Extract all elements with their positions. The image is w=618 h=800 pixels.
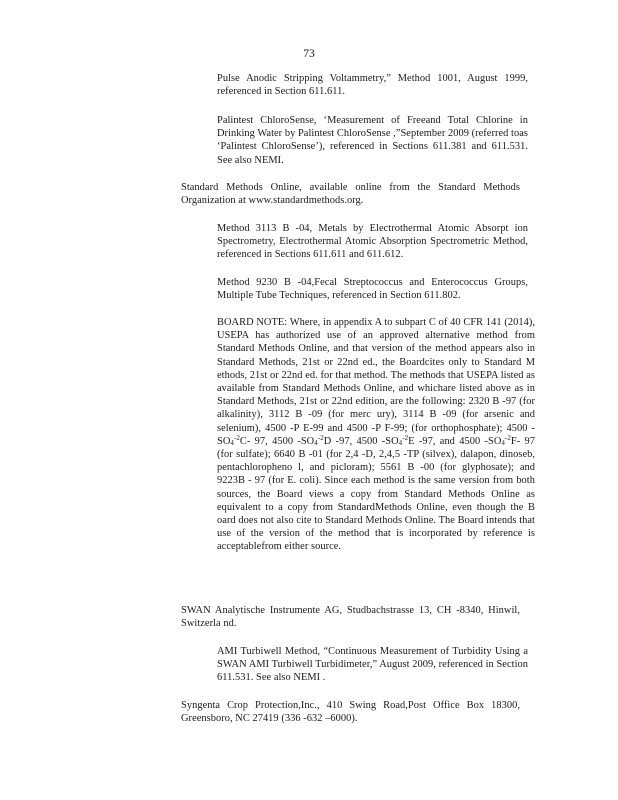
board-note-segment: D -97, 4500 -SO [323,435,399,447]
entry-text: Method 9230 B -04,Fecal Streptococcus and Enterococcus Groups, Multiple Tube Techniques, referenced in Section 611.802. [217,277,528,302]
entry-text: Palintest ChloroSense, ‘Measurement of Freeand Total Chlorine in Drinking Water by Palintest ChloroSense ,”September 2009 (referred toas ‘Palintest ChloroSense’), referenced in Sections 611.381 and 611.531. See also NEMI. [217,115,528,166]
superscript: -2 [317,433,324,442]
subscript: 4 [398,438,403,447]
subscript: 4 [230,438,234,447]
superscript: -2 [402,433,409,442]
reference-entry-palintest [217,114,528,167]
entry-text: Standard Methods Online, available online from the Standard Methods Organization at www.standardmethods.org. [181,182,520,207]
board-note-segment: C- 97, 4500 -SO [239,435,315,447]
board-note-segment: BOARD NOTE: Where, in appendix A to subpart C of 40 CFR 141 (2014), USEPA has authorized use of an approved alternative method from Standard Methods Online, and that version of the method appears also in Standard Methods, 21st or 22nd ed., the Boardcites only to Standard M ethods, 21st or 22nd ed. for that method. The methods that USEPA listed as available from Standard Methods Online, and whichare listed above as in Standard Methods, 21st or 22nd edition, are the following: 2320 B -97 (for alkalinity), 3112 B -09 (for merc ury), 3114 B -09 (for arsenic and selenium), 4500 -P E-99 and 4500 -P F-99; (for orthophosphate); 4500 -SO [217,317,535,447]
entry-text: AMI Turbiwell Method, “Continuous Measurement of Turbidity Using a SWAN AMI Turbiwell Turbidimeter,” August 2009, referenced in Section 611.531. See also NEMI . [217,646,528,684]
superscript: -2 [233,433,240,442]
entry-text: Syngenta Crop Protection,Inc., 410 Swing Road,Post Office Box 18300, Greensboro, NC 27419 (336 -632 –6000). [181,700,520,725]
board-note-text [217,316,535,554]
reference-entry-pulse-anodic [217,72,528,98]
reference-entry-method-3113 [217,222,528,262]
reference-entry-standard-methods-online [181,181,520,207]
reference-entry-method-9230 [217,276,528,302]
board-note-segment: E -97, and 4500 -SO [408,435,502,447]
page-number: 73 [303,48,315,60]
subscript: 4 [314,438,318,447]
entry-text: Pulse Anodic Stripping Voltammetry,” Method 1001, August 1999, referenced in Section 611.611. [217,73,528,98]
reference-entry-swan [181,604,520,630]
board-note [217,316,535,554]
entry-text: SWAN Analytische Instrumente AG, Studbachstrasse 13, CH -8340, Hinwil, Switzerla nd. [181,605,520,630]
reference-entry-syngenta [181,699,520,725]
board-note-segment: F- 97 (for sulfate); 6640 B -01 (for 2,4 -D, 2,4,5 -TP (silvex), dalapon, dinoseb, pentachloropheno l, and picloram); 5561 B -00 (for glyphosate); and 9223B - 97 (for E. coli). Since each method is the same version from both sources, the Board views a copy from Standard Methods Online as equivalent to a copy from StandardMethods Online, even though the B oard does not also cite to Standard Methods Online. The Board intends that use of the version of the method that is incorporated by reference is acceptablefrom either source. [217,435,535,553]
subscript: 4 [501,438,505,447]
entry-text: Method 3113 B -04, Metals by Electrothermal Atomic Absorpt ion Spectrometry, Electrothermal Atomic Absorption Spectrometric Method, referenced in Sections 611.611 and 611.612. [217,223,528,261]
reference-entry-ami-turbiwell [217,645,528,685]
superscript: -2 [504,433,511,442]
